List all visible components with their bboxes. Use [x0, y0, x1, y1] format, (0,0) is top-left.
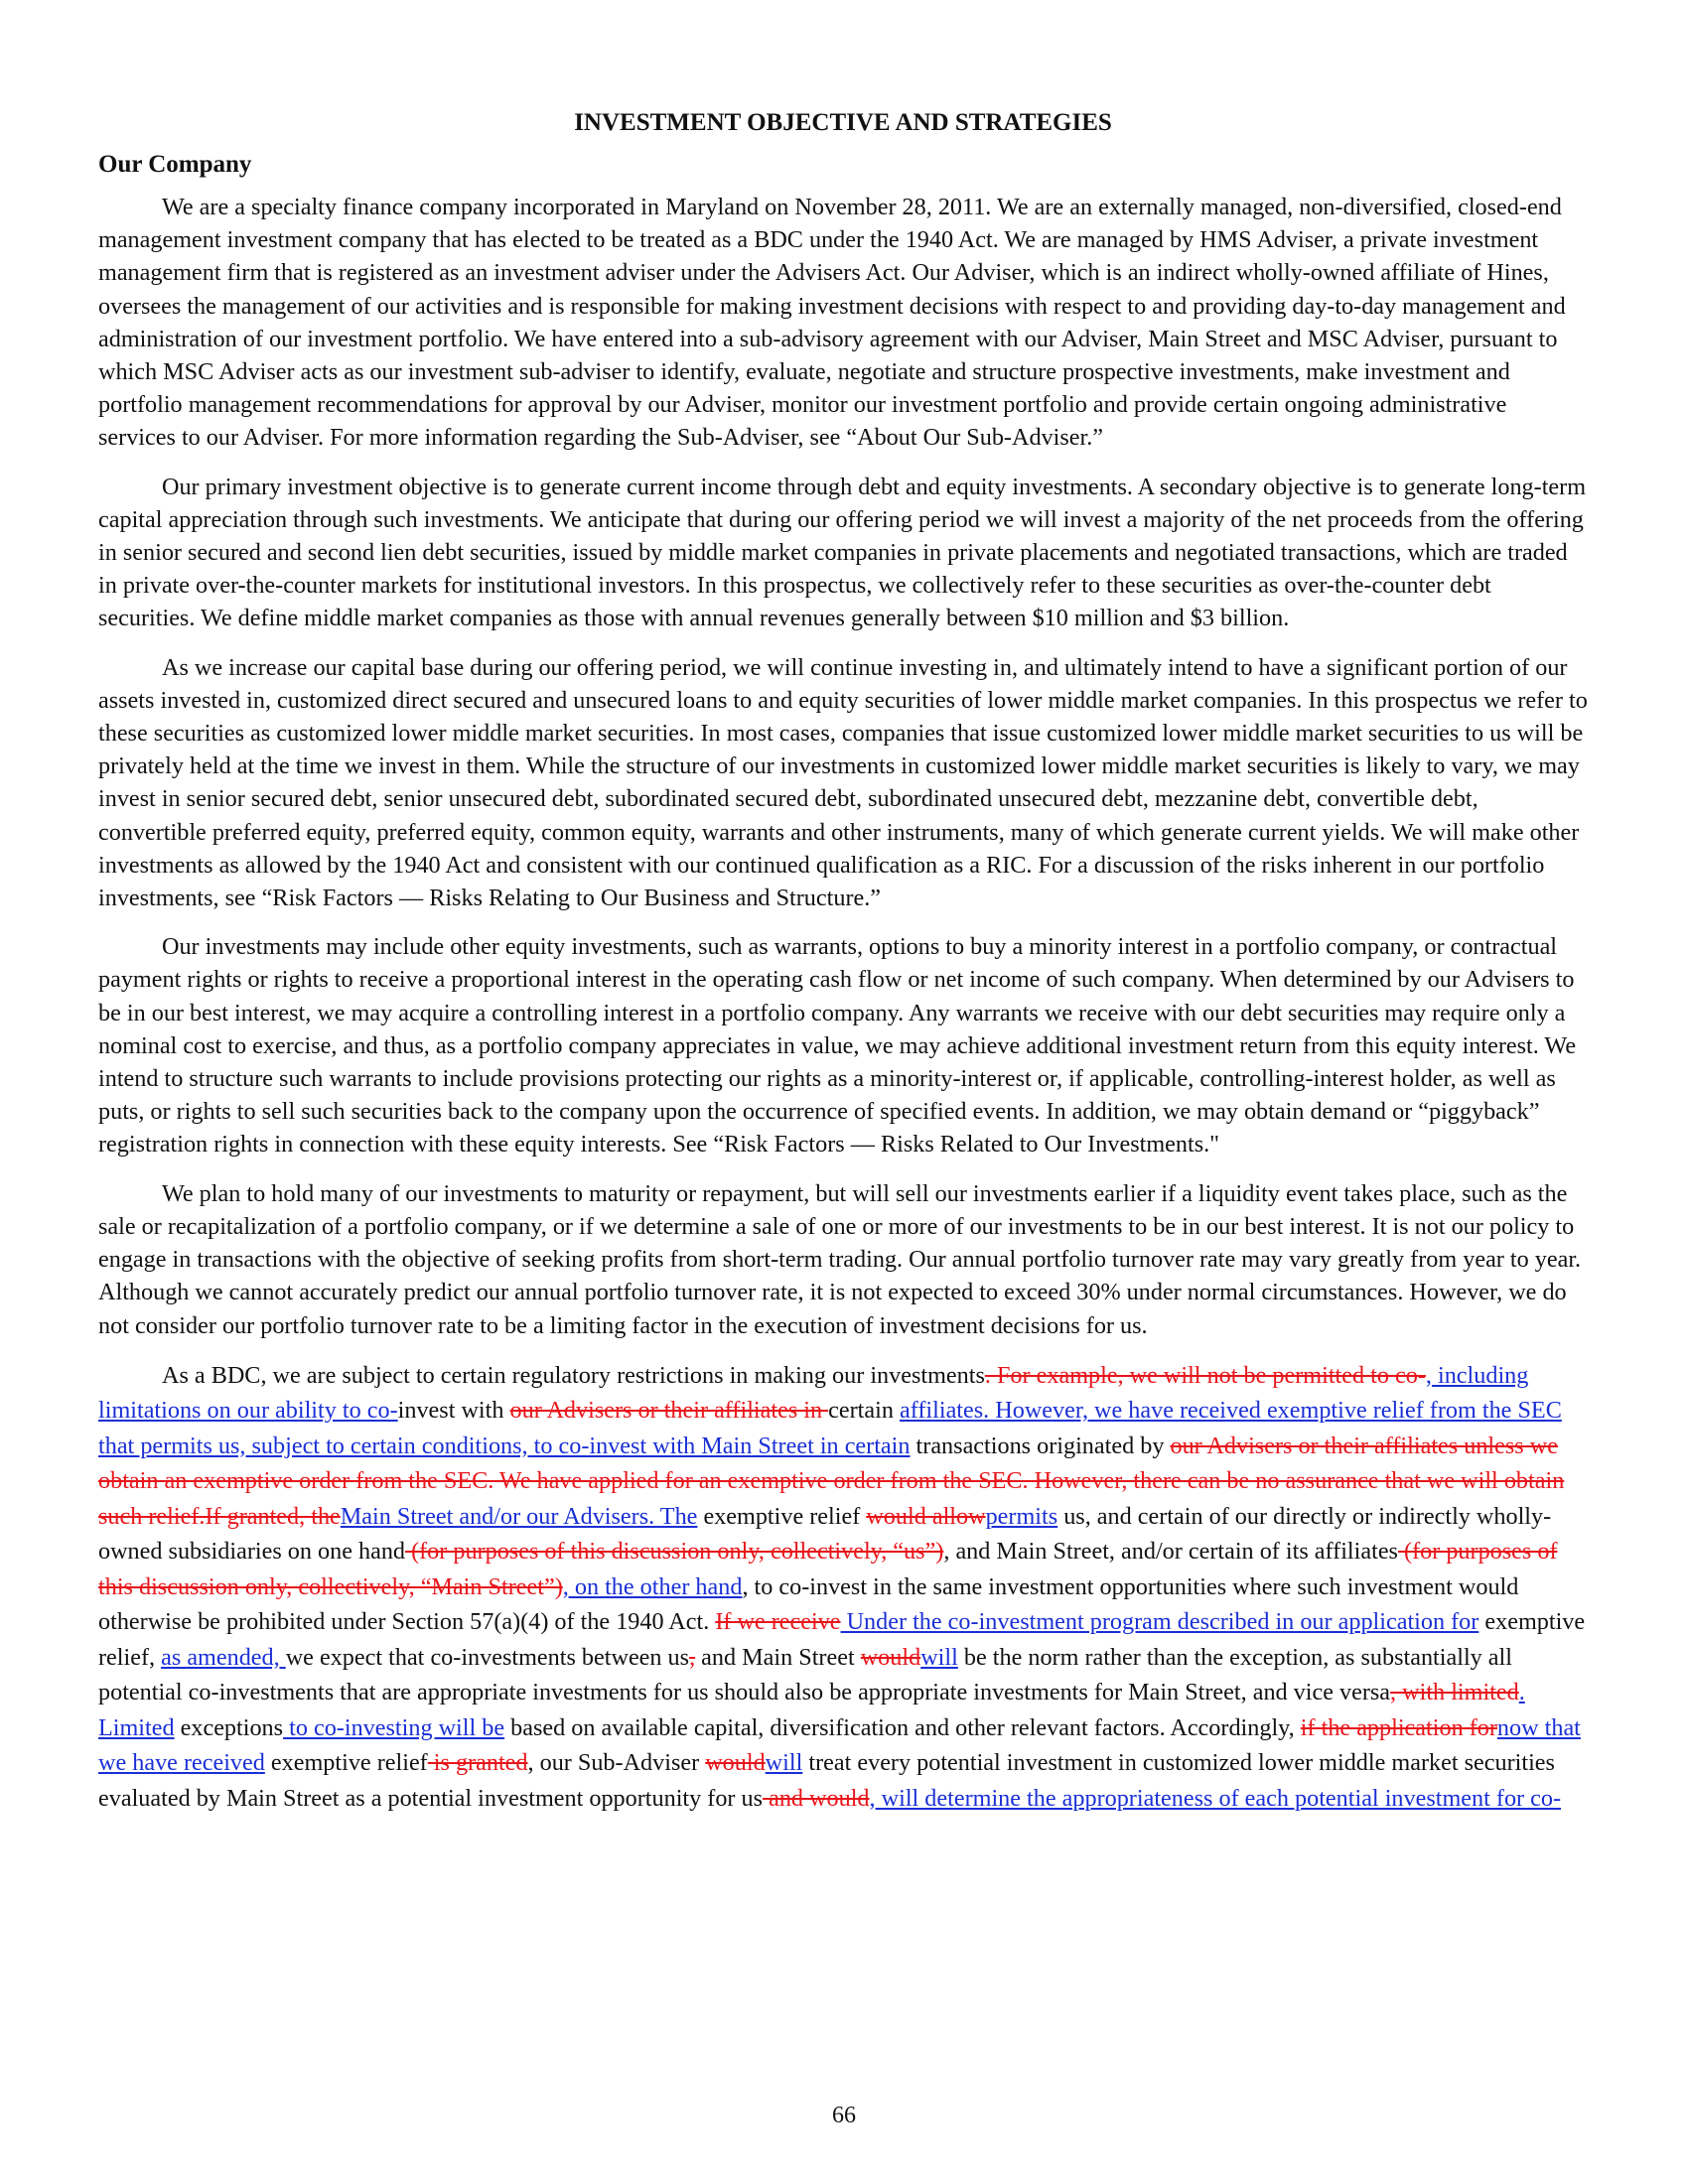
deleted-text: our Advisers or their affiliates in — [509, 1397, 829, 1425]
unchanged-text: , to co-invest in the same investment opportunities where such investment would otherwise be prohibited under Section 57(a)(4) of the 1940 Act. — [98, 1572, 1519, 1636]
inserted-text: . Limited — [98, 1679, 1525, 1741]
page-number: 66 — [832, 2103, 856, 2128]
inserted-text: , on the other hand — [562, 1572, 743, 1600]
unchanged-text: transactions originated by — [910, 1432, 1171, 1459]
inserted-text: as amended, — [161, 1643, 286, 1671]
deleted-text: If we receive — [715, 1608, 841, 1636]
deleted-text: would allow — [866, 1502, 986, 1530]
paragraph-regulatory-restrictions-redline — [98, 1358, 1588, 1817]
inserted-text: Under the co-investment program described in our application for — [840, 1608, 1479, 1636]
unchanged-text: As a BDC, we are subject to certain regulatory restrictions in making our investments — [162, 1361, 985, 1389]
unchanged-text: exemptive relief, — [98, 1608, 1586, 1671]
paragraph-portfolio-turnover: We plan to hold many of our investments to maturity or repayment, but will sell our investments earlier if a liquidity event takes place, such as the sale or recapitalization of a portfolio company, or if we determine a sale of one or more of our investments to be in our best interest. It is not our policy to engage in transactions with the objective of seeking profits from short-term trading. Our annual portfolio turnover rate may vary greatly from year to year. Although we cannot accurately predict our annual portfolio turnover rate, it is not expected to exceed 30% under normal circumstances. However, we do not consider our portfolio turnover rate to be a limiting factor in the execution of investment decisions for us. — [98, 1179, 1582, 1339]
inserted-text: affiliates. However, we have received exemptive relief from the SEC that permits us, subject to certain conditions, to co-invest with Main Street in certain — [98, 1397, 1562, 1459]
unchanged-text: , and Main Street, and/or certain of its affiliates — [943, 1538, 1398, 1566]
unchanged-text: and Main Street — [695, 1643, 861, 1671]
deleted-text: would — [705, 1749, 766, 1777]
subsection-heading: Our Company — [98, 151, 252, 178]
inserted-text: to co-investing will be — [283, 1713, 505, 1741]
unchanged-text: we expect that co-investments between us — [285, 1643, 690, 1671]
unchanged-text: treat every potential investment in customized lower middle market securities evaluated by Main Street as a potential investment opportunity for us — [98, 1749, 1555, 1812]
unchanged-text: exceptions — [174, 1713, 284, 1741]
unchanged-text: be the norm rather than the exception, as substantially all potential co-investments that are appropriate investments for us should also be appropriate investments for Main Street, and vice versa — [98, 1643, 1512, 1706]
inserted-text: permits — [985, 1502, 1058, 1530]
unchanged-text: exemptive relief — [264, 1749, 428, 1777]
unchanged-text: , our Sub-Adviser — [527, 1749, 706, 1777]
deleted-text: if the application for — [1300, 1713, 1497, 1741]
deleted-text: our Advisers or their affiliates unless we obtain an exemptive order from the SEC. We have applied for an exemptive order from the SEC. However, there can be no assurance that we will obtain such relief.If granted, the — [98, 1432, 1565, 1530]
inserted-text: will — [920, 1643, 958, 1671]
paragraph-equity-investments: Our investments may include other equity investments, such as warrants, options to buy a minority interest in a portfolio company, or contractual payment rights or rights to receive a proportional interest in the operating cash flow or net income of such company. When determined by our Advisers to be in our best interest, we may acquire a controlling interest in a portfolio company. Any warrants we receive with our debt securities may require only a nominal cost to exercise, and thus, as a portfolio company appreciates in value, we may achieve additional investment return from this equity interest. We intend to structure such warrants to include provisions protecting our rights as a minority-interest or, if applicable, controlling-interest holder, as well as puts, or rights to sell such securities back to the company upon the occurrence of specified events. In addition, we may obtain demand or “piggyback” registration rights in connection with these equity interests. See “Risk Factors — Risks Related to Our Investments." — [98, 933, 1577, 1159]
deleted-text: (for purposes of this discussion only, collectively, “us”) — [405, 1538, 944, 1566]
unchanged-text: certain — [828, 1397, 900, 1425]
section-heading: INVESTMENT OBJECTIVE AND STRATEGIES — [574, 109, 1112, 136]
deleted-text: would — [860, 1643, 921, 1671]
document-page — [98, 109, 1588, 1832]
deleted-text: , — [689, 1643, 696, 1671]
deleted-text: . For example, we will not be permitted to co- — [984, 1361, 1426, 1389]
unchanged-text: invest with — [397, 1397, 510, 1425]
inserted-text: Main Street and/or our Advisers. The — [340, 1502, 698, 1530]
deleted-text: , with limited — [1390, 1679, 1519, 1706]
inserted-text: , will determine the appropriateness of each potential investment for co- — [869, 1784, 1562, 1812]
paragraph-investment-objective: Our primary investment objective is to generate current income through debt and equity investments. A secondary objective is to generate long-term capital appreciation through such investments. We anticipate that during our offering period we will invest a majority of the net proceeds from the offering in senior secured and second lien debt securities, issued by middle market companies in private placements and negotiated transactions, which are traded in private over-the-counter markets for institutional investors. In this prospectus, we collectively refer to these securities as over-the-counter debt securities. We define middle market companies as those with annual revenues generally between $10 million and $3 billion. — [98, 473, 1587, 632]
inserted-text: , including limitations on our ability to co- — [98, 1361, 1529, 1425]
paragraph-capital-base: As we increase our capital base during our offering period, we will continue investing in, and ultimately intend to have a significant portion of our assets invested in, customized direct secured and unsecured loans to and equity securities of lower middle market companies. In this prospectus we refer to these securities as customized lower middle market securities. In most cases, companies that issue customized lower middle market securities to us will be privately held at the time we invest in them. While the structure of our investments in customized lower middle market securities is likely to vary, we may invest in senior secured debt, senior unsecured debt, subordinated secured debt, subordinated unsecured debt, mezzanine debt, convertible debt, convertible preferred equity, preferred equity, common equity, warrants and other instruments, many of which generate current yields. We will make other investments as allowed by the 1940 Act and consistent with our continued qualification as a RIC. For a discussion of the risks inherent in our portfolio investments, see “Risk Factors — Risks Relating to Our Business and Structure.” — [98, 653, 1588, 912]
deleted-text: and would — [763, 1784, 870, 1812]
deleted-text: (for purposes of this discussion only, collectively, “Main Street”) — [98, 1538, 1558, 1600]
unchanged-text: us, and certain of our directly or indirectly wholly-owned subsidiaries on one hand — [98, 1502, 1552, 1566]
paragraph-company-overview: We are a specialty finance company incorporated in Maryland on November 28, 2011. We are an externally managed, non-diversified, closed-end management investment company that has elected to be treated as a BDC under the 1940 Act. We are managed by HMS Adviser, a private investment management firm that is registered as an investment adviser under the Advisers Act. Our Adviser, which is an indirect wholly-owned affiliate of Hines, oversees the management of our activities and is responsible for making investment decisions with respect to and providing day-to-day management and administration of our investment portfolio. We have entered into a sub-advisory agreement with our Adviser, Main Street and MSC Adviser, pursuant to which MSC Adviser acts as our investment sub-adviser to identify, evaluate, negotiate and structure prospective investments, make investment and portfolio management recommendations for approval by our Adviser, monitor our investment portfolio and provide certain ongoing administrative services to our Adviser. For more information regarding the Sub-Adviser, see “About Our Sub-Adviser.” — [98, 194, 1566, 452]
deleted-text: is granted — [427, 1749, 528, 1777]
unchanged-text: exemptive relief — [697, 1502, 867, 1530]
inserted-text: now that we have received — [98, 1713, 1581, 1777]
inserted-text: will — [765, 1749, 803, 1777]
unchanged-text: based on available capital, diversification and other relevant factors. Accordingly, — [504, 1713, 1301, 1741]
